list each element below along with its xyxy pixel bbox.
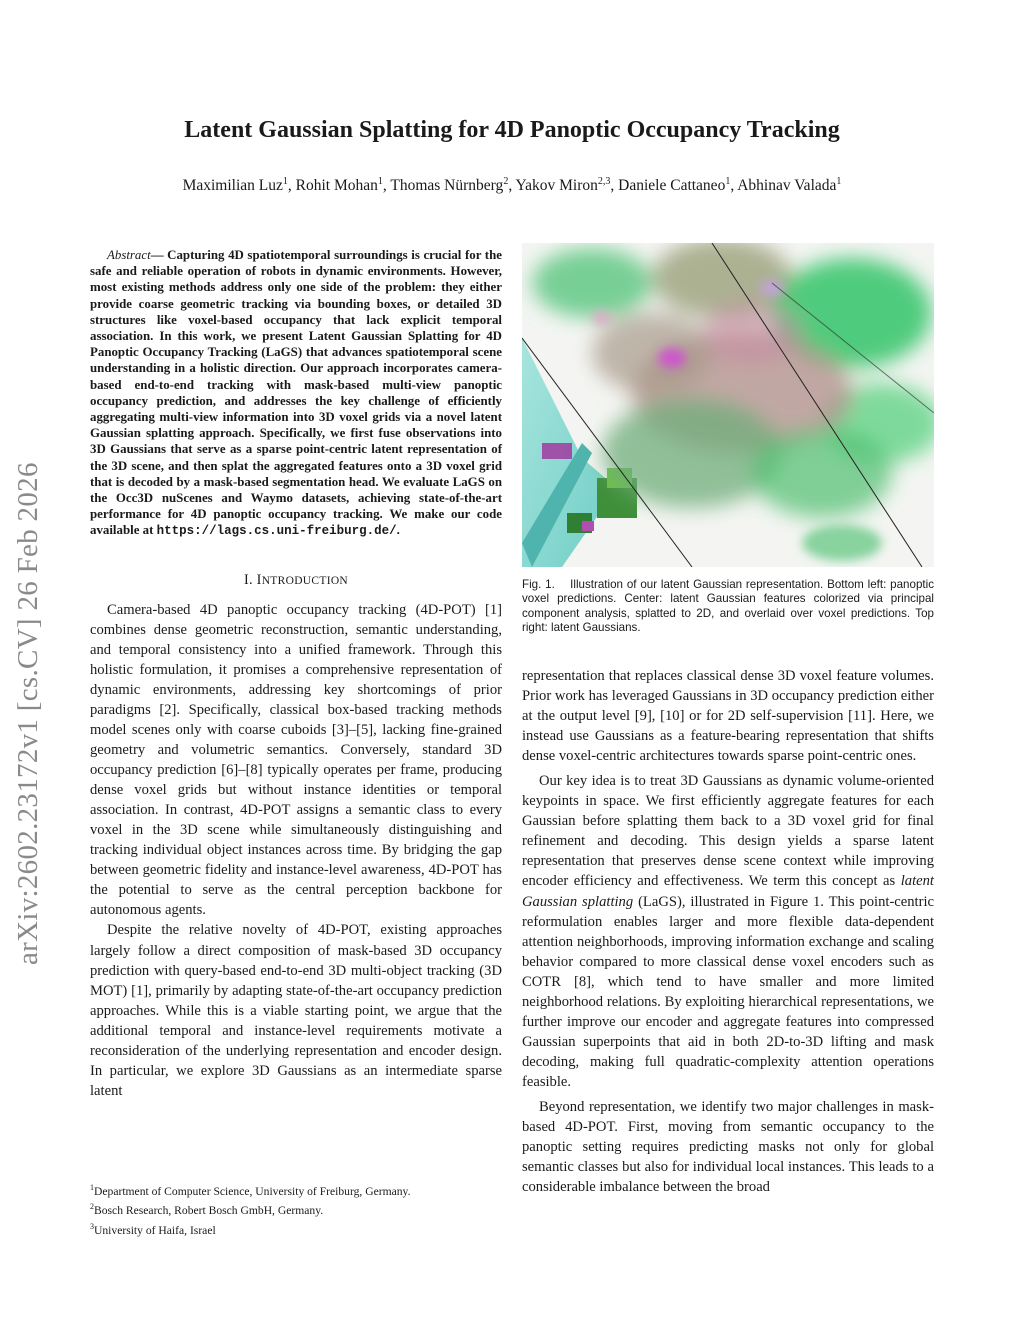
- body-paragraph: representation that replaces classical dense 3D voxel feature volumes. Prior work has leveraged Gaussians in 3D occupancy prediction either at the output level [9], [10] or for 2D self-supervision [11]. Here, we instead use Gaussians as a feature-bearing representation that shifts dense voxel-centric architectures towards sparse point-centric ones.: [522, 668, 934, 765]
- abstract-end: .: [396, 523, 400, 538]
- footnote: [90, 1180, 502, 1199]
- footnote-text: Bosch Research, Robert Bosch GmbH, Germany.: [94, 1204, 324, 1218]
- affiliation-mark: 1: [282, 176, 288, 187]
- footnote-text: University of Haifa, Israel: [94, 1223, 216, 1237]
- section-initial: I: [256, 571, 262, 588]
- figure-label: Fig. 1.: [522, 578, 555, 591]
- affiliation-mark: 2: [503, 176, 509, 187]
- author: Daniele Cattaneo: [618, 177, 726, 195]
- footnote-mark: 3: [90, 1221, 94, 1231]
- section-title-rest: NTRODUCTION: [261, 574, 349, 587]
- code-url-link[interactable]: https://lags.cs.uni-freiburg.de/: [156, 524, 397, 539]
- footnote: [90, 1199, 502, 1218]
- footnote-text: Department of Computer Science, University of Freiburg, Germany.: [94, 1184, 411, 1198]
- abstract-dash: —: [150, 248, 164, 262]
- footnote-mark: 1: [90, 1183, 94, 1192]
- left-column: [90, 247, 502, 1101]
- author: Maximilian Luz: [182, 177, 283, 195]
- paper-title: Latent Gaussian Splatting for 4D Panoptic Occupancy Tracking: [184, 117, 840, 143]
- intro-paragraph: Camera-based 4D panoptic occupancy tracking (4D-POT) [1] combines dense geometric reconstruction, semantic understanding, and temporal consistency into a unified framework. Through this holistic formulation, it promises a comprehensive representation of dynamic environments, addressing key shortcomings of prior paradigms [2]. Specifically, classical box-based tracking methods model scenes only with coarse cuboids [3]–[5], lacking fine-grained geometry and volumetric semantics. Conversely, standard 3D occupancy prediction [6]–[8] typically operates per frame, producing dense voxel grids but without instance identities or temporal association. In contrast, 4D-POT assigns a semantic class to every voxel in the 3D scene while simultaneously distinguishing and tracking individual object instances across time. By bridging the gap between geometric fidelity and instance-level awareness, 4D-POT has the potential to serve as the central perception backbone for autonomous agents.: [90, 601, 502, 919]
- footnote-mark: 2: [90, 1202, 94, 1212]
- author: Rohit Mohan: [295, 177, 378, 195]
- abstract: [90, 247, 502, 540]
- figure-1-caption: [522, 578, 934, 635]
- figure-1-image: [522, 243, 934, 567]
- affiliation-mark: 1: [377, 176, 383, 187]
- intro-paragraph: Despite the relative novelty of 4D-POT, existing approaches largely follow a direct composition of mask-based 3D occupancy prediction with query-based end-to-end 3D multi-object tracking (3D MOT) [1], primarily by adapting state-of-the-art occupancy prediction approaches. While this is a viable starting point, we argue that the additional temporal and instance-level requirements motivate a reconsideration of the underlying representation and encoder design. In particular, we explore 3D Gaussians as an intermediate sparse latent: [90, 922, 502, 1099]
- affiliation-mark: 1: [725, 176, 731, 187]
- affiliation-mark: 1: [836, 176, 842, 187]
- author-list: Maximilian Luz$^1$, Rohit Mohan$^1$, Thomas Nürnberg$^2$, Yakov Miron$^{2,3}$, Daniele Cattaneo$^1$, Abhinav Valada$^1$: [182, 176, 842, 195]
- caption-text: Illustration of our latent Gaussian representation. Bottom left: panoptic voxel predictions. Center: latent Gaussian features colorized via principal component analysis, splatted to 2D, and overlaid over voxel predictions. Top right: latent Gaussians.: [522, 578, 934, 634]
- footnotes: [90, 1180, 502, 1238]
- gaussian-scene-illustration: [522, 243, 934, 567]
- author: Yakov Miron: [515, 177, 598, 195]
- right-column: [522, 666, 934, 1197]
- abstract-text: Capturing 4D spatiotemporal surroundings is crucial for the safe and reliable operation of robots in dynamic environments. However, most existing methods address only one side of the problem: they either provide coarse geometric tracking via bounding boxes, or detailed 3D structures like voxel-based occupancy that lack explicit temporal association. In this work, we present Latent Gaussian Splatting for 4D Panoptic Occupancy Tracking (LaGS) that advances spatiotemporal scene understanding in a holistic direction. Our approach incorporates camera-based end-to-end tracking with mask-based multi-view panoptic occupancy prediction, and addresses the key challenge of efficiently aggregating multi-view information into 3D voxel grids via a novel latent Gaussian splatting approach. Specifically, we first fuse observations into 3D Gaussians that serve as a sparse point-centric latent representation of the 3D scene, and then splat the aggregated features onto a 3D voxel grid that is decoded by a mask-based segmentation head. We evaluate LaGS on the Occ3D nuScenes and Waymo datasets, achieving state-of-the-art performance for 4D panoptic occupancy tracking. We make our code available at: [90, 248, 502, 538]
- author: Abhinav Valada: [737, 177, 837, 195]
- body-paragraph: Beyond representation, we identify two major challenges in mask-based 4D-POT. First, moving from semantic occupancy to the panoptic setting requires predicting masks not only for global semantic classes but also for individual local instances. This leads to a considerable imbalance between the broad: [522, 1098, 934, 1196]
- section-number: I.: [243, 571, 257, 588]
- arxiv-stamp: arXiv:2602.23172v1 [cs.CV] 26 Feb 2026: [12, 462, 44, 965]
- author: Thomas Nürnberg: [390, 177, 504, 195]
- section-heading-introduction: [90, 570, 502, 591]
- footnote: [90, 1219, 502, 1238]
- body-paragraph: [522, 771, 934, 1092]
- emphasis-term: latent Gaussian splatting: [522, 873, 934, 910]
- body-text: Our key idea is to treat 3D Gaussians as dynamic volume-oriented keypoints in space. We first efficiently aggregate features for each Gaussian before splatting them back to a 3D voxel grid for final refinement and decoding. This design yields a sparse latent representation that preserves dense scene context while improving encoder efficiency and effectiveness. We term this concept as: [522, 773, 934, 890]
- body-text: (LaGS), illustrated in Figure 1. This point-centric reformulation enables larger and more flexible data-dependent attention neighborhoods, improving information exchange and scaling behavior compared to more classical dense voxel encoders such as COTR [8], which tend to have smaller and more limited neighborhood relations. By exploiting hierarchical representations, we further improve our encoder and aggregate features into compressed Gaussian superpoints that aid in both 2D-to-3D lifting and mask decoding, making full quadratic-complexity attention operations feasible.: [522, 893, 934, 1090]
- abstract-label: Abstract: [107, 248, 151, 262]
- affiliation-mark: 2,3: [597, 176, 611, 187]
